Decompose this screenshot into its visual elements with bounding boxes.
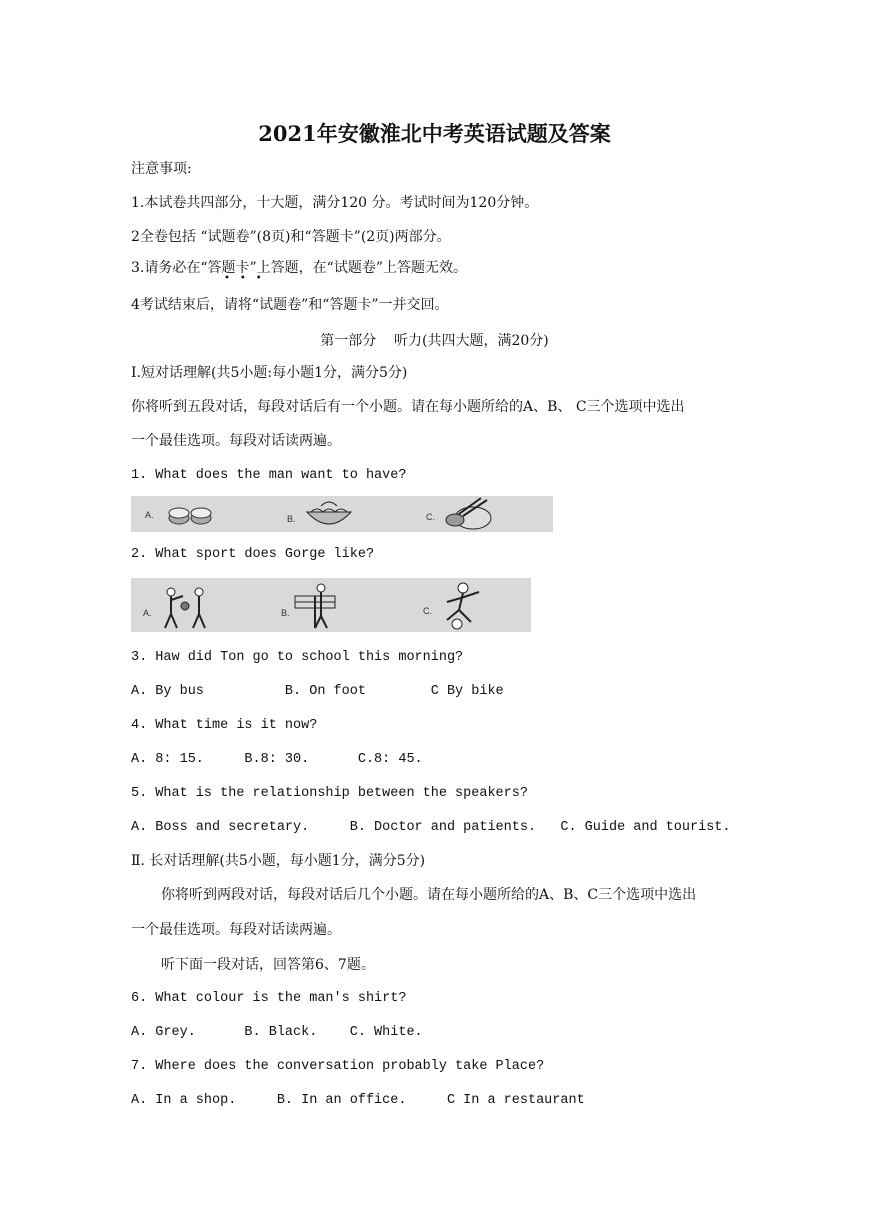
question-5: 5. What is the relationship between the speakers? (131, 786, 528, 801)
section2-instruction-cont: 一个最佳选项。每段对话读两遍。 (131, 922, 341, 938)
question-7-options: A. In a shop. B. In an office. C In a restaurant (131, 1093, 585, 1108)
basketball-players-icon (155, 584, 215, 630)
dumplings-chopsticks-icon (441, 496, 495, 532)
section2-title: Ⅱ. 长对话理解(共5小题，每小题1分，满分5分) (131, 853, 426, 869)
football-player-icon (435, 580, 491, 630)
document-title: 2021年安徽淮北中考英语试题及答案 (258, 121, 611, 146)
section1-instruction-cont: 一个最佳选项。每段对话读两遍。 (131, 433, 341, 449)
question-3: 3. Haw did Ton go to school this morning? (131, 650, 464, 665)
question-5-options: A. Boss and secretary. B. Doctor and patients. C. Guide and tourist. (131, 820, 731, 835)
noodles-bowl-icon (301, 496, 357, 532)
section1-title: Ⅰ.短对话理解(共5小题:每小题1分，满分5分) (131, 365, 408, 381)
note-item-2: 2全卷包括 “试题卷”(8页)和“答题卡”(2页)两部分。 (131, 229, 451, 245)
note-item-1: 1.本试卷共四部分，十大题，满分120 分。考试时间为120分钟。 (131, 195, 539, 211)
question-4: 4. What time is it now? (131, 718, 318, 733)
question-6-options: A. Grey. B. Black. C. White. (131, 1025, 423, 1040)
note-item-3: 3.请务必在“答题卡”上答题，在“试题卷”上答题无效。 (131, 260, 467, 276)
question-7: 7. Where does the conversation probably take Place? (131, 1059, 545, 1074)
cakes-icon (167, 500, 217, 528)
notes-heading: 注意事项: (131, 161, 192, 177)
part1-heading: 第一部分 听力(共四大题，满20分) (320, 333, 549, 349)
question-1: 1. What does the man want to have? (131, 468, 407, 483)
q2-picture-strip (131, 578, 531, 632)
note-item-4: 4考试结束后，请将“试题卷”和“答题卡”一并交回。 (131, 297, 449, 313)
q1-picture-strip (131, 496, 553, 532)
question-2: 2. What sport does Gorge like? (131, 547, 375, 562)
question-3-options: A. By bus B. On foot C By bike (131, 684, 504, 699)
q1-label-a: A. (145, 510, 154, 520)
q2-label-c: C. (423, 606, 432, 616)
section2-subinstruction: 听下面一段对话，回答第6、7题。 (161, 957, 375, 973)
q2-label-a: A. (143, 608, 152, 618)
question-6: 6. What colour is the man's shirt? (131, 991, 407, 1006)
q2-label-b: B. (281, 608, 290, 618)
question-4-options: A. 8: 15. B.8: 30. C.8: 45. (131, 752, 423, 767)
q1-label-b: B. (287, 514, 296, 524)
q1-label-c: C. (426, 512, 435, 522)
emphasis-dots: ••• (224, 273, 272, 284)
section1-instruction: 你将听到五段对话，每段对话后有一个小题。请在每小题所给的A、B、 C三个选项中选出 (131, 399, 685, 415)
volleyball-net-icon (291, 582, 341, 630)
section2-instruction: 你将听到两段对话，每段对话后几个小题。请在每小题所给的A、B、C三个选项中选出 (161, 887, 697, 903)
